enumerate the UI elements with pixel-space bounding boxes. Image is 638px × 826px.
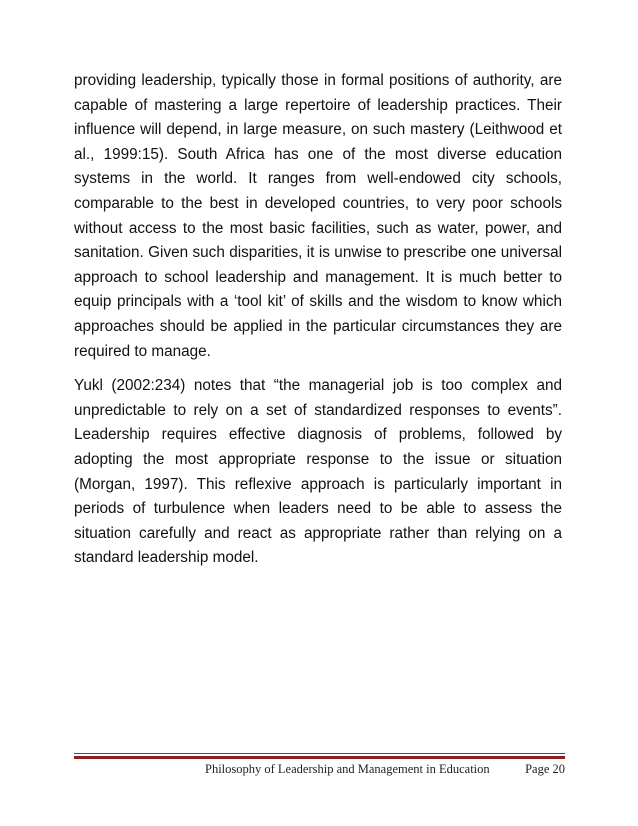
page-footer xyxy=(74,762,565,780)
paragraph-1: providing leadership, typically those in formal positions of authority, are capable of mastering a large repertoire of leadership practices. Their influence will depend, in large measure, on such mastery (Leithwood et al., 1999:15). South Africa has one of the most diverse education systems in the world. It ranges from well-endowed city schools, comparable to the best in developed countries, to very poor schools without access to the most basic facilities, such as water, power, and sanitation. Given such disparities, it is unwise to prescribe one universal approach to school leadership and management. It is much better to equip principals with a ‘tool kit’ of skills and the wisdom to know which approaches should be applied in the particular circumstances they are required to manage. xyxy=(74,72,562,360)
paragraph-2: Yukl (2002:234) notes that “the managerial job is too complex and unpredictable to rely on a set of standardized responses to events”. Leadership requires effective diagnosis of problems, followed by adopting the most appropriate response to the issue or situation (Morgan, 1997). This reflexive approach is particularly important in periods of turbulence when leaders need to be able to assess the situation carefully and react as appropriate rather than relying on a standard leadership model. xyxy=(74,377,562,567)
body-text xyxy=(74,69,562,581)
page-number: Page 20 xyxy=(525,762,565,776)
footer-rule-thick xyxy=(74,756,565,759)
footer-rule-thin xyxy=(74,753,565,754)
footer-title: Philosophy of Leadership and Management in Education xyxy=(205,762,490,776)
